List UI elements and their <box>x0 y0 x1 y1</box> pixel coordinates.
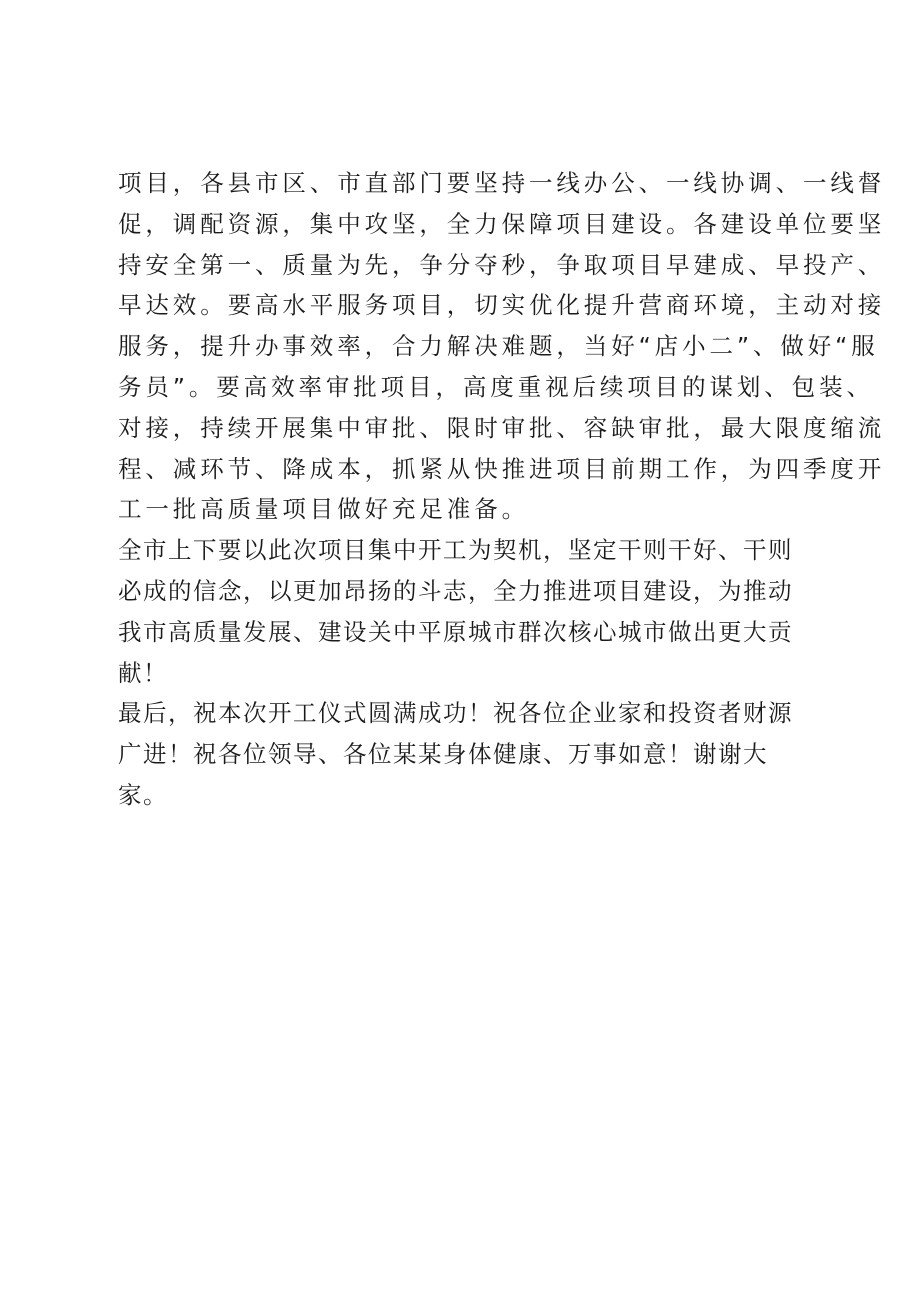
text-line: 务员”。要高效率审批项目，高度重视后续项目的谋划、包装、 <box>118 372 874 401</box>
text-line: 最后，祝本次开工仪式圆满成功！祝各位企业家和投资者财源 <box>118 699 793 728</box>
paragraph-closing-wishes <box>118 693 818 815</box>
text-line: 持安全第一、质量为先，争分夺秒，争取项目早建成、早投产、 <box>118 250 886 279</box>
text-line: 家。 <box>118 780 168 809</box>
text-line: 服务，提升办事效率，合力解决难题，当好“店小二”、做好“服 <box>118 332 879 361</box>
text-line: 对接，持续开展集中审批、限时审批、容缺审批，最大限度缩流 <box>118 413 886 442</box>
text-line: 工一批高质量项目做好充足准备。 <box>118 495 529 524</box>
text-line: 程、减环节、降成本，抓紧从快推进项目前期工作，为四季度开 <box>118 454 886 483</box>
text-line: 献！ <box>118 658 168 687</box>
text-line: 项目，各县市区、市直部门要坚持一线办公、一线协调、一线督 <box>118 169 886 197</box>
text-line: 必成的信念，以更加昂扬的斗志，全力推进项目建设，为推动 <box>118 576 793 605</box>
paragraph-city-wide-call <box>118 530 818 693</box>
text-line: 我市高质量发展、建设关中平原城市群次核心城市做出更大贡 <box>118 617 793 646</box>
text-line: 促，调配资源，集中攻坚，全力保障项目建设。各建设单位要坚 <box>118 209 886 238</box>
document-body <box>118 163 886 816</box>
text-line: 广进！祝各位领导、各位某某身体健康、万事如意！谢谢大 <box>118 740 768 769</box>
paragraph-project-work <box>118 163 886 530</box>
text-line: 早达效。要高水平服务项目，切实优化提升营商环境，主动对接 <box>118 291 886 320</box>
text-line: 全市上下要以此次项目集中开工为契机，坚定干则干好、干则 <box>118 536 793 565</box>
